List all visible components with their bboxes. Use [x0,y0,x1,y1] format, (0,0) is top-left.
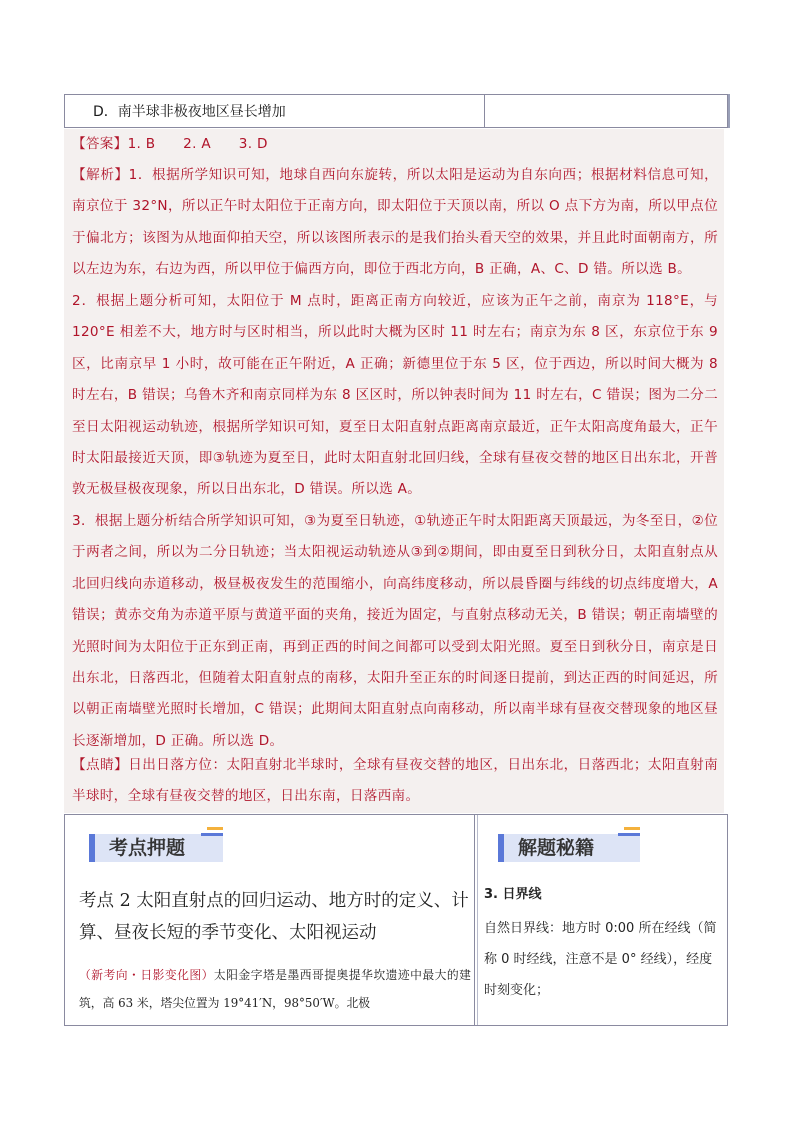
option-empty-cell [485,95,727,127]
tip-tag: 【点睛】 [72,757,129,773]
answer-tag: 【答案】 [72,136,128,152]
jieti-badge [498,831,644,865]
jieti-heading: 3. 日界线 [484,887,542,902]
answer-text: 1. B 2. A 3. D [127,136,268,152]
answer-analysis-box [64,129,724,813]
kaodian-title: 考点 2 太阳直射点的回归运动、地方时的定义、计算、昼夜长短的季节变化、太阳视运动 [79,891,469,943]
badge-accent-orange [624,827,640,830]
badge-accent-blue [618,833,640,836]
jieti-badge-label: 解题秘籍 [518,837,595,859]
kaodian-body-text: 太阳金字塔是墨西哥提奥提华坎遗迹中最大的建筑，高 63 米，塔尖位置为 19°41′N，98°50′W。北极 [79,968,471,1010]
analysis-tag: 【解析】 [72,167,129,183]
kaodian-body [79,961,471,1017]
analysis-q1-text: 1．根据所学知识可知，地球自西向东旋转，所以太阳是运动为自东向西；根据材料信息可知，南京位于 32°N，所以正午时太阳位于正南方向，即太阳位于天顶以南，所以 O 点下方为南，所以甲点位于偏北方；该图为从地面仰拍天空，所以该图所表示的是我们抬头看天空的效果，并且此时面朝南方，所以左边为东，右边为西，所以甲位于偏西方向，即位于西北方向，B 正确，A、C、D 错。所以选 B。 [72,167,719,278]
kaodian-badge [89,831,229,865]
analysis-q1 [72,160,718,286]
analysis-q2: 2．根据上题分析可知，太阳位于 M 点时，距离正南方向较近，应该为正午之前，南京为 118°E，与 120°E 相差不大，地方时与区时相当，所以此时大概为区时 11 时左右；南京为东 8 区，东京位于东 9 区，比南京早 1 小时，故可能在正午附近，A 正确；新德里位于东 5 区，位于西边，所以时间大概为 8 时左右，B 错误；乌鲁木齐和南京同样为东 8 区区时，所以钟表时间为 11 时左右，C 错误；图为二分二至日太阳视运动轨迹，根据所学知识可知，夏至日太阳直射点距离南京最近，正午太阳高度角最大，正午时太阳最接近天顶，即③轨迹为夏至日，此时太阳直射北回归线，全球有昼夜交替的地区日出东北，开普敦无极昼极夜现象，所以日出东北，D 错误。所以选 A。 [72,293,718,498]
panel-divider-inner [477,815,478,1025]
kaodian-badge-label: 考点押题 [109,837,186,859]
option-d-text: D．南半球非极夜地区昼长增加 [65,95,485,127]
analysis-q3: 3．根据上题分析结合所学知识可知，③为夏至日轨迹，①轨迹正午时太阳距离天顶最远，为冬至日，②位于两者之间，所以为二分日轨迹；当太阳视运动轨迹从③到②期间，即由夏至日到秋分日，太阳直射点从北回归线向赤道移动，极昼极夜发生的范围缩小，向高纬度移动，所以晨昏圈与纬线的切点纬度增大，A 错误；黄赤交角为赤道平原与黄道平面的夹角，接近为固定，与直射点移动无关，B 错误；朝正南墙壁的光照时间为太阳位于正东到正南，再到正西的时间之间都可以受到太阳光照。夏至日到秋分日，南京是日出东北，日落西北，但随着太阳直射点的南移，太阳升至正东的时间逐日提前，到达正西的时间延迟，所以朝正南墙壁光照时长增加，C 错误；此期间太阳直射点向南移动，所以南半球有昼夜交替现象的地区昼长逐渐增加，D 正确。所以选 D。 [72,513,718,749]
option-table-row [64,94,728,128]
jieti-body: 自然日界线：地方时 0:00 所在经线（简称 0 时经线，注意不是 0° 经线），经度时刻变化； [484,921,717,998]
panel-divider [474,815,475,1025]
badge-accent-blue [201,833,223,836]
badge-accent-orange [207,827,223,830]
answer-line [72,129,718,160]
kaodian-source-tag: （新考向・日影变化图） [79,968,214,982]
tip-text: 日出日落方位：太阳直射北半球时，全球有昼夜交替的地区，日出东北，日落西北；太阳直射南半球时，全球有昼夜交替的地区，日出东南，日落西南。 [72,757,718,805]
bottom-panels [64,814,728,1026]
tip-paragraph [72,750,718,813]
